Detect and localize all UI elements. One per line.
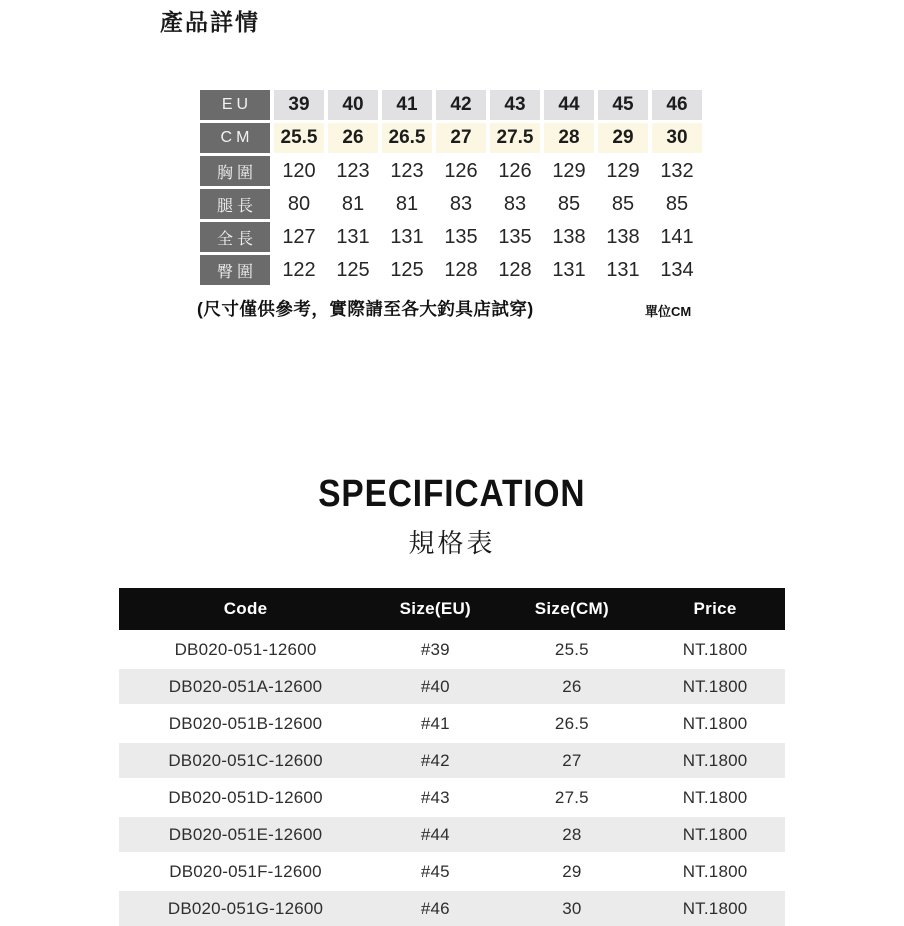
spec-table <box>119 588 785 926</box>
size-chart-row-label-cm: CM <box>200 123 270 153</box>
size-chart-cell-hip: 131 <box>598 255 648 285</box>
spec-cell-code: DB020-051-12600 <box>119 631 372 668</box>
size-chart-cell-chest: 129 <box>544 156 594 186</box>
size-chart <box>200 90 702 285</box>
spec-cell-size-cm: 25.5 <box>499 631 646 668</box>
size-chart-cell-hip: 128 <box>490 255 540 285</box>
size-chart-cell-chest: 123 <box>328 156 378 186</box>
spec-cell-size-cm: 27 <box>499 742 646 779</box>
size-chart-row-eu <box>200 90 702 120</box>
spec-cell-size-eu: #44 <box>372 816 499 853</box>
spec-table-row <box>119 816 785 853</box>
spec-cell-size-eu: #43 <box>372 779 499 816</box>
size-chart-cell-full-length: 131 <box>382 222 432 252</box>
spec-cell-price: NT.1800 <box>645 853 785 890</box>
spec-col-header-size-cm: Size(CM) <box>499 588 646 631</box>
size-chart-row-chest <box>200 156 702 186</box>
size-chart-row-hip <box>200 255 702 285</box>
size-chart-cell-eu: 43 <box>490 90 540 120</box>
spec-cell-size-eu: #39 <box>372 631 499 668</box>
size-chart-cell-eu: 44 <box>544 90 594 120</box>
size-chart-row-leg-length <box>200 189 702 219</box>
spec-cell-code: DB020-051G-12600 <box>119 890 372 926</box>
size-chart-cell-eu: 41 <box>382 90 432 120</box>
spec-table-row <box>119 742 785 779</box>
size-chart-cell-leg-length: 85 <box>652 189 702 219</box>
size-chart-cell-leg-length: 83 <box>436 189 486 219</box>
spec-cell-size-eu: #46 <box>372 890 499 926</box>
size-chart-row-label-leg-length: 腿長 <box>200 189 270 219</box>
size-chart-cell-hip: 131 <box>544 255 594 285</box>
size-chart-row-full-length <box>200 222 702 252</box>
size-chart-cell-full-length: 127 <box>274 222 324 252</box>
spec-table-row <box>119 631 785 668</box>
size-chart-cell-eu: 39 <box>274 90 324 120</box>
size-chart-row-label-chest: 胸圍 <box>200 156 270 186</box>
size-chart-cell-eu: 42 <box>436 90 486 120</box>
size-chart-cell-chest: 126 <box>490 156 540 186</box>
size-chart-cell-eu: 40 <box>328 90 378 120</box>
specification-heading: SPECIFICATION <box>318 473 586 515</box>
size-chart-cell-cm: 30 <box>652 123 702 153</box>
size-chart-row-label-eu: EU <box>200 90 270 120</box>
spec-cell-price: NT.1800 <box>645 890 785 926</box>
size-chart-cell-chest: 126 <box>436 156 486 186</box>
size-chart-cell-hip: 125 <box>382 255 432 285</box>
spec-cell-price: NT.1800 <box>645 742 785 779</box>
size-chart-cell-chest: 129 <box>598 156 648 186</box>
size-chart-cell-full-length: 135 <box>436 222 486 252</box>
spec-cell-size-cm: 29 <box>499 853 646 890</box>
spec-table-row <box>119 779 785 816</box>
size-chart-cell-cm: 28 <box>544 123 594 153</box>
size-chart-cell-leg-length: 83 <box>490 189 540 219</box>
spec-cell-size-cm: 28 <box>499 816 646 853</box>
size-chart-row-cm <box>200 123 702 153</box>
specification-subheading: 規格表 <box>408 528 496 558</box>
size-chart-cell-hip: 122 <box>274 255 324 285</box>
size-chart-cell-full-length: 141 <box>652 222 702 252</box>
size-chart-row-label-full-length: 全長 <box>200 222 270 252</box>
size-chart-cell-hip: 125 <box>328 255 378 285</box>
size-chart-cell-full-length: 131 <box>328 222 378 252</box>
size-chart-row-label-hip: 臀圍 <box>200 255 270 285</box>
size-chart-cell-hip: 134 <box>652 255 702 285</box>
size-chart-cell-cm: 29 <box>598 123 648 153</box>
size-chart-cell-leg-length: 85 <box>544 189 594 219</box>
spec-col-header-price: Price <box>645 588 785 631</box>
spec-cell-code: DB020-051F-12600 <box>119 853 372 890</box>
spec-cell-size-cm: 26.5 <box>499 705 646 742</box>
spec-table-row <box>119 890 785 926</box>
spec-table-row <box>119 853 785 890</box>
spec-cell-price: NT.1800 <box>645 816 785 853</box>
size-chart-cell-full-length: 138 <box>544 222 594 252</box>
spec-cell-price: NT.1800 <box>645 631 785 668</box>
size-chart-cell-leg-length: 80 <box>274 189 324 219</box>
size-chart-cell-leg-length: 81 <box>382 189 432 219</box>
spec-cell-price: NT.1800 <box>645 705 785 742</box>
specification-header <box>0 473 904 560</box>
size-chart-cell-chest: 123 <box>382 156 432 186</box>
size-chart-cell-cm: 26.5 <box>382 123 432 153</box>
spec-col-header-code: Code <box>119 588 372 631</box>
spec-cell-code: DB020-051E-12600 <box>119 816 372 853</box>
spec-cell-size-cm: 26 <box>499 668 646 705</box>
size-chart-cell-eu: 45 <box>598 90 648 120</box>
size-chart-cell-hip: 128 <box>436 255 486 285</box>
spec-table-row <box>119 668 785 705</box>
size-chart-cell-cm: 25.5 <box>274 123 324 153</box>
size-chart-cell-full-length: 138 <box>598 222 648 252</box>
spec-table-row <box>119 705 785 742</box>
size-chart-cell-cm: 26 <box>328 123 378 153</box>
size-chart-cell-full-length: 135 <box>490 222 540 252</box>
spec-cell-code: DB020-051B-12600 <box>119 705 372 742</box>
spec-cell-price: NT.1800 <box>645 668 785 705</box>
spec-cell-price: NT.1800 <box>645 779 785 816</box>
size-chart-cell-chest: 132 <box>652 156 702 186</box>
spec-col-header-size-eu: Size(EU) <box>372 588 499 631</box>
spec-cell-code: DB020-051D-12600 <box>119 779 372 816</box>
spec-cell-size-eu: #42 <box>372 742 499 779</box>
size-chart-cell-chest: 120 <box>274 156 324 186</box>
spec-cell-code: DB020-051A-12600 <box>119 668 372 705</box>
unit-label: 單位CM <box>645 304 692 319</box>
size-chart-cell-leg-length: 81 <box>328 189 378 219</box>
size-chart-cell-eu: 46 <box>652 90 702 120</box>
spec-cell-code: DB020-051C-12600 <box>119 742 372 779</box>
spec-cell-size-cm: 30 <box>499 890 646 926</box>
size-chart-cell-cm: 27.5 <box>490 123 540 153</box>
size-chart-cell-leg-length: 85 <box>598 189 648 219</box>
size-note: (尺寸僅供參考，實際請至各大釣具店試穿) <box>197 299 534 319</box>
size-chart-cell-cm: 27 <box>436 123 486 153</box>
spec-cell-size-eu: #41 <box>372 705 499 742</box>
spec-table-header-row <box>119 588 785 631</box>
spec-cell-size-eu: #40 <box>372 668 499 705</box>
page-title: 產品詳情 <box>160 9 260 35</box>
spec-cell-size-cm: 27.5 <box>499 779 646 816</box>
spec-cell-size-eu: #45 <box>372 853 499 890</box>
